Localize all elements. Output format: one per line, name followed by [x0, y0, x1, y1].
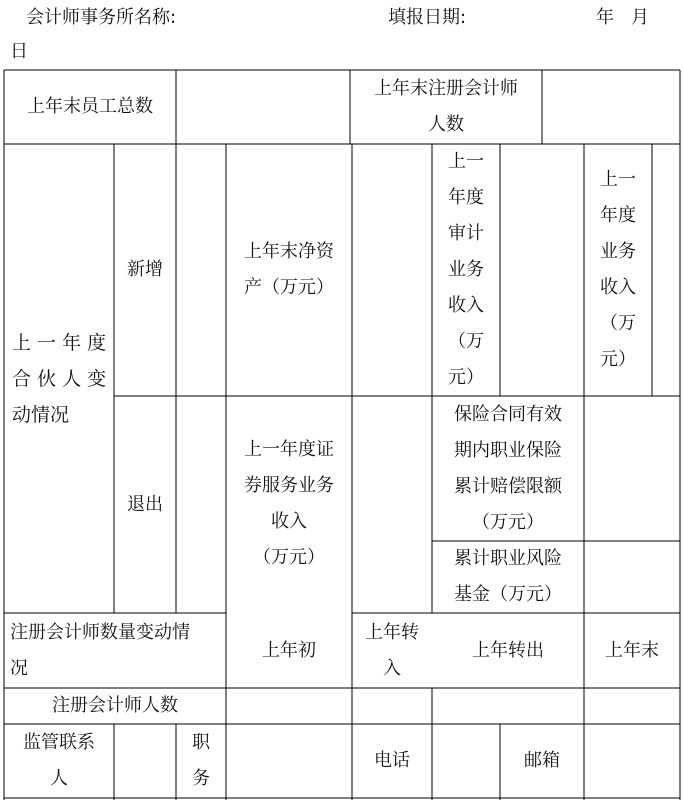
added-label: 新增 — [127, 259, 163, 280]
cpa-count-label: 上年末注册会计师 人数 — [374, 78, 518, 135]
insurance-limit-label: 保险合同有效 期内职业保险 累计赔偿限额 （万元） — [454, 403, 562, 533]
contact-label: 监管联系 人 — [23, 732, 95, 789]
staff-total-label: 上年末员工总数 — [27, 96, 153, 117]
day-label: 日 — [10, 41, 28, 62]
securities-income-label: 上一年度证 券服务业务 收入 （万元） — [244, 439, 334, 568]
transfer-out-label: 上年转出 — [472, 639, 544, 661]
year-end-label: 上年末 — [605, 639, 659, 661]
fill-date-label: 填报日期: — [388, 7, 467, 28]
phone-label: 电话 — [374, 750, 410, 771]
month-label: 月 — [631, 7, 649, 28]
risk-fund-label: 累计职业风险 基金（万元） — [454, 548, 562, 605]
transfer-in-label: 上年转 入 — [365, 621, 419, 679]
year-start-label: 上年初 — [262, 639, 316, 661]
audit-income-label: 上一 年度 审计 业务 收入 （万 元） — [448, 151, 484, 388]
withdrawn-label: 退出 — [127, 493, 163, 515]
cpa-headcount-label: 注册会计师人数 — [52, 695, 178, 716]
partner-change-label: 上 一 年 度 合 伙 人 变 动情况 — [12, 331, 107, 426]
cpa-change-label: 注册会计师数量变动情 况 — [10, 621, 190, 679]
firm-name-label: 会计师事务所名称: — [26, 7, 177, 28]
net-assets-label: 上年末净资 产（万元） — [244, 241, 334, 298]
position-label: 职 务 — [192, 732, 210, 789]
business-income-label: 上一 年度 业务 收入 （万 元） — [600, 169, 636, 370]
email-label: 邮箱 — [524, 750, 560, 771]
year-label: 年 — [596, 7, 614, 28]
